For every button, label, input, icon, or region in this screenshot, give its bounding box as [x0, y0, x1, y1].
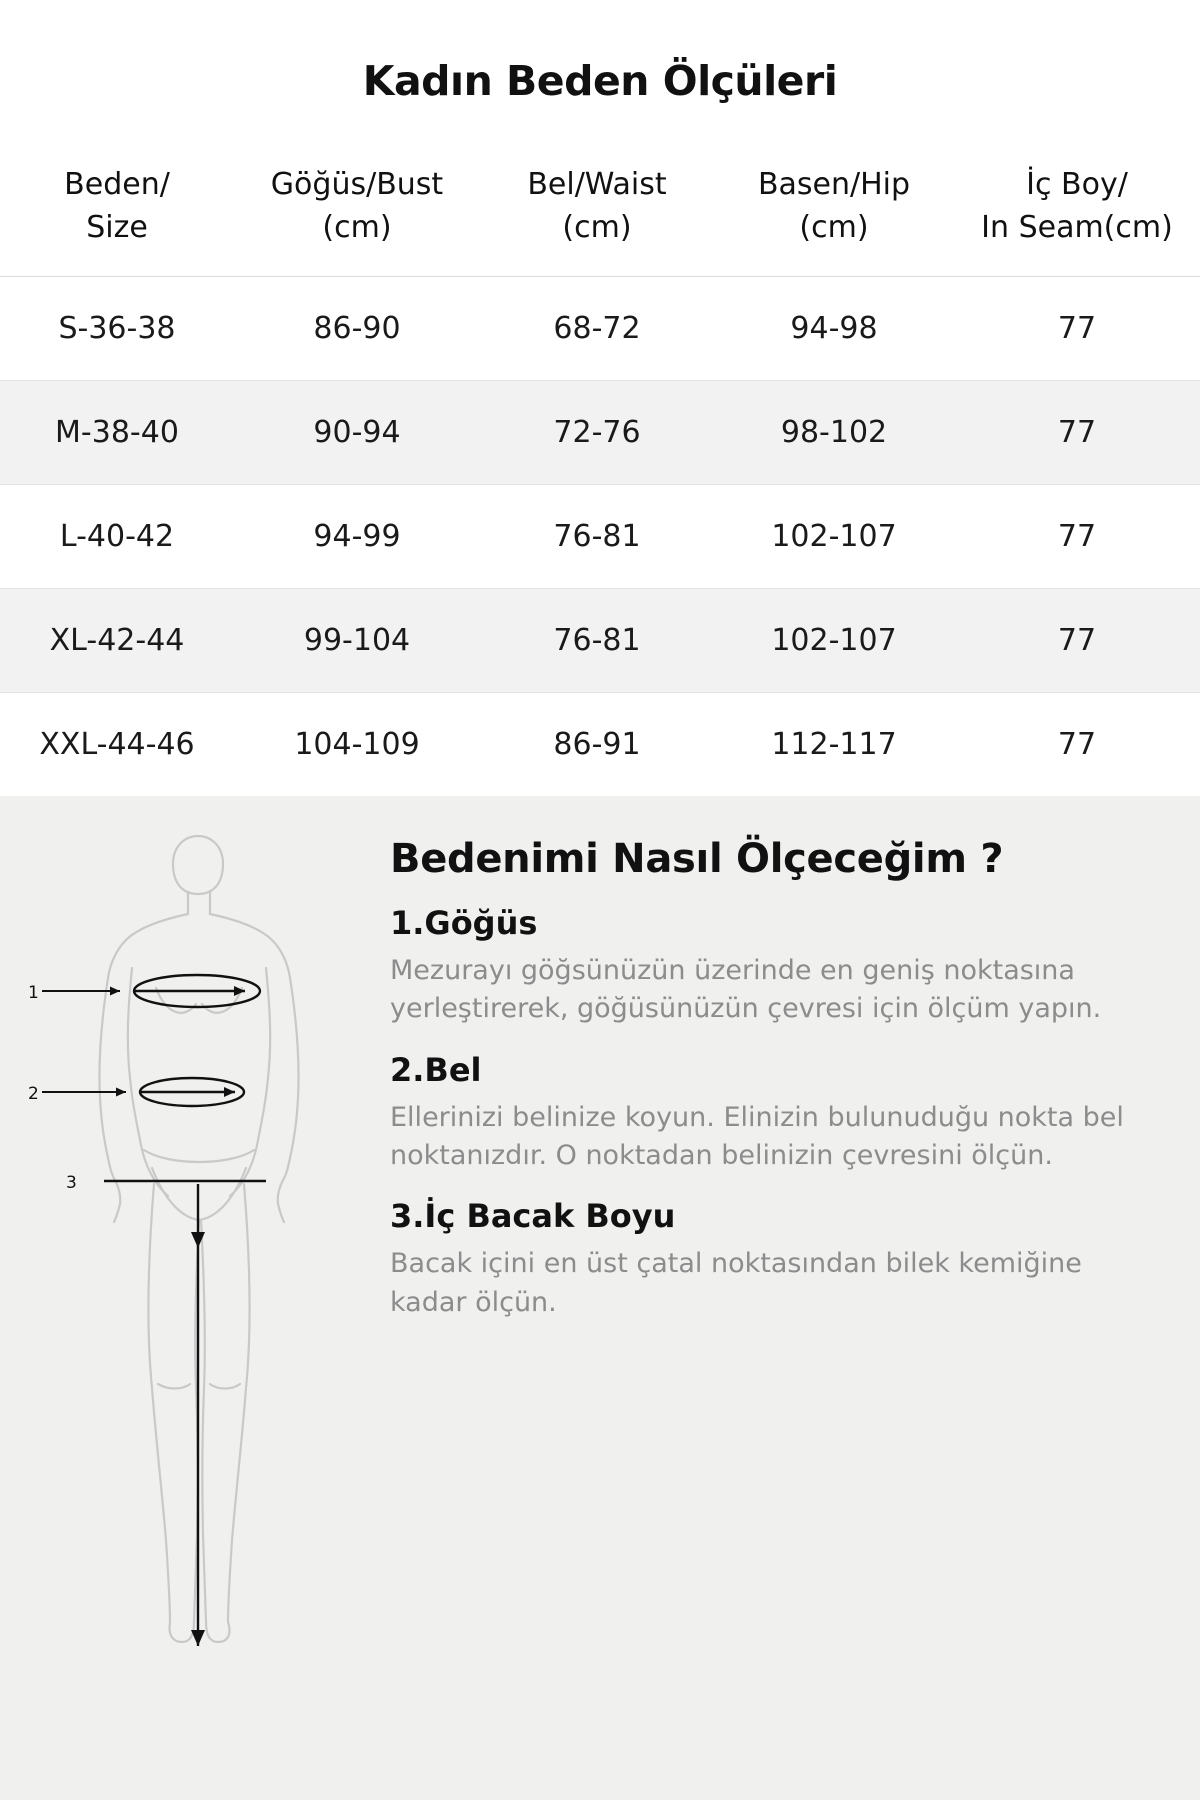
cell-bust: 99-104 [234, 588, 480, 692]
table-row [0, 692, 1200, 796]
column-header-waist-line2: (cm) [562, 210, 632, 246]
measurement-figure-container [0, 818, 380, 1800]
column-header-bust [234, 159, 480, 277]
table-row [0, 380, 1200, 484]
cell-bust: 104-109 [234, 692, 480, 796]
how-to-measure-section [0, 796, 1200, 1800]
step-1-body: Mezurayı göğsünüzün üzerinde en geniş noktasına yerleştirerek, göğüsünüzün çevresi için ölçüm yapın. [390, 954, 1102, 1025]
cell-size: L-40-42 [0, 484, 234, 588]
cell-waist: 68-72 [480, 276, 714, 380]
table-row [0, 484, 1200, 588]
step-1-heading: 1.Göğüs [390, 903, 538, 942]
cell-hip: 102-107 [714, 484, 954, 588]
column-header-bust-line1: Göğüs/Bust [270, 166, 444, 202]
cell-waist: 76-81 [480, 484, 714, 588]
cell-inseam: 77 [954, 380, 1200, 484]
cell-waist: 86-91 [480, 692, 714, 796]
cell-hip: 94-98 [714, 276, 954, 380]
step-2-heading: 2.Bel [390, 1050, 482, 1089]
cell-size: S-36-38 [0, 276, 234, 380]
column-header-inseam-line2: In Seam(cm) [981, 210, 1173, 246]
female-body-measurement-diagram [20, 828, 360, 1658]
size-table-section [0, 0, 1200, 796]
column-header-waist-line1: Bel/Waist [527, 166, 667, 202]
column-header-bust-line2: (cm) [322, 210, 392, 246]
measure-section-title: Bedenimi Nasıl Ölçeceğim ? [390, 835, 1004, 882]
size-table-head [0, 159, 1200, 277]
figure-marker-2: 2 [28, 1083, 39, 1104]
column-header-inseam-line1: İç Boy/ [1026, 166, 1128, 202]
cell-inseam: 77 [954, 276, 1200, 380]
figure-marker-1: 1 [28, 982, 39, 1003]
cell-inseam: 77 [954, 484, 1200, 588]
cell-inseam: 77 [954, 692, 1200, 796]
column-header-hip-line1: Basen/Hip [757, 166, 911, 202]
cell-hip: 98-102 [714, 380, 954, 484]
step-2-body: Ellerinizi belinize koyun. Elinizin bulunuduğu nokta bel noktanızdır. O noktadan belinizin çevresini ölçün. [390, 1101, 1124, 1171]
cell-bust: 94-99 [234, 484, 480, 588]
column-header-size-line1: Beden/ [64, 166, 170, 202]
column-header-hip [714, 159, 954, 277]
cell-hip: 102-107 [714, 588, 954, 692]
step-3-body: Bacak içini en üst çatal noktasından bilek kemiğine kadar ölçün. [390, 1248, 1082, 1318]
column-header-inseam [954, 159, 1200, 277]
column-header-waist [480, 159, 714, 277]
cell-waist: 72-76 [480, 380, 714, 484]
measure-instructions [380, 818, 1200, 1800]
step-3-heading: 3.İç Bacak Boyu [390, 1197, 676, 1236]
column-header-size-line2: Size [86, 210, 148, 246]
cell-size: XL-42-44 [0, 588, 234, 692]
cell-size: M-38-40 [0, 380, 234, 484]
cell-waist: 76-81 [480, 588, 714, 692]
figure-marker-3: 3 [66, 1172, 77, 1193]
column-header-hip-line2: (cm) [799, 210, 869, 246]
cell-size: XXL-44-46 [0, 692, 234, 796]
cell-bust: 90-94 [234, 380, 480, 484]
size-table [0, 159, 1200, 796]
cell-hip: 112-117 [714, 692, 954, 796]
table-row [0, 588, 1200, 692]
cell-bust: 86-90 [234, 276, 480, 380]
page-title: Kadın Beden Ölçüleri [362, 57, 838, 106]
cell-inseam: 77 [954, 588, 1200, 692]
size-table-body [0, 276, 1200, 796]
column-header-size [0, 159, 234, 277]
table-header-row [0, 159, 1200, 277]
table-row [0, 276, 1200, 380]
